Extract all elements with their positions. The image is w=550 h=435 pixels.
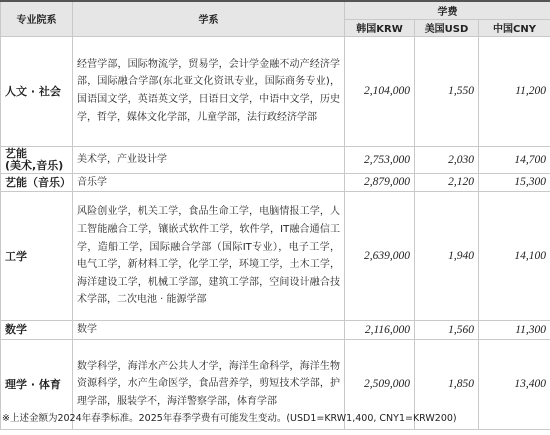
footnote: ※上述金额为2024年春季标准。2025年春季学费有可能发生变动。(USD1=KRW1,400, CNY1=KRW200) [2, 413, 457, 424]
faculty-cell: 数学 [1, 321, 73, 340]
header-faculty: 专业院系 [1, 1, 73, 36]
krw-cell: 2,879,000 [345, 173, 415, 192]
cny-cell: 11,300 [479, 321, 550, 340]
table-row [1, 321, 550, 340]
faculty-cell: 理学 · 体育 [1, 339, 73, 429]
krw-cell: 2,104,000 [345, 36, 415, 146]
usd-cell: 1,850 [415, 339, 479, 429]
header-usd: 美国USD [415, 19, 479, 36]
majors-cell: 经营学部，国际物流学，贸易学，会计学金融不动产经济学部，国际融合学部(东北亚文化资讯专业，国际商务专业)，国语国文学，英语英文学，日语日文学，中语中文学，历史学，哲学，媒体文化学部，儿童学部，法行政经济学部 [73, 36, 345, 146]
table-row [1, 36, 550, 146]
cny-cell: 13,400 [479, 339, 550, 429]
table-row [1, 173, 550, 192]
table-row [1, 192, 550, 321]
usd-cell: 2,120 [415, 173, 479, 192]
usd-cell: 1,550 [415, 36, 479, 146]
faculty-cell: 艺能 (美术,音乐) [1, 146, 73, 173]
majors-cell: 风险创业学，机关工学，食品生命工学，电脑情报工学，人工智能融合工学，镶嵌式软件工学，软件学，IT融合通信工学，造船工学，国际融合学部（国际IT专业），电子工学，电气工学，新材料工学，化学工学，环境工学，土木工学，海洋建设工学，机械工学部，建筑工学部，空间设计融合技术学部，二次电池 · 能源学部 [73, 192, 345, 321]
majors-cell: 音乐学 [73, 173, 345, 192]
majors-cell: 数学 [73, 321, 345, 340]
krw-cell: 2,753,000 [345, 146, 415, 173]
majors-cell: 数学科学，海洋水产公共人才学，海洋生命科学，海洋生物资源科学，水产生命医学，食品营养学，剪短技术学部，护理学部，服装学不，海洋警察学部，体育学部 [73, 339, 345, 429]
usd-cell: 1,560 [415, 321, 479, 340]
krw-cell: 2,509,000 [345, 339, 415, 429]
faculty-cell: 人文 · 社会 [1, 36, 73, 146]
header-majors: 学系 [73, 1, 345, 36]
header-cny: 中国CNY [479, 19, 550, 36]
cny-cell: 14,700 [479, 146, 550, 173]
faculty-cell: 工学 [1, 192, 73, 321]
header-tuition: 学费 [345, 1, 550, 19]
faculty-cell: 艺能（音乐） [1, 173, 73, 192]
header-krw: 韩国KRW [345, 19, 415, 36]
usd-cell: 1,940 [415, 192, 479, 321]
cny-cell: 14,100 [479, 192, 550, 321]
krw-cell: 2,116,000 [345, 321, 415, 340]
krw-cell: 2,639,000 [345, 192, 415, 321]
cny-cell: 15,300 [479, 173, 550, 192]
majors-cell: 美术学，产业设计学 [73, 146, 345, 173]
cny-cell: 11,200 [479, 36, 550, 146]
table-row [1, 146, 550, 173]
usd-cell: 2,030 [415, 146, 479, 173]
